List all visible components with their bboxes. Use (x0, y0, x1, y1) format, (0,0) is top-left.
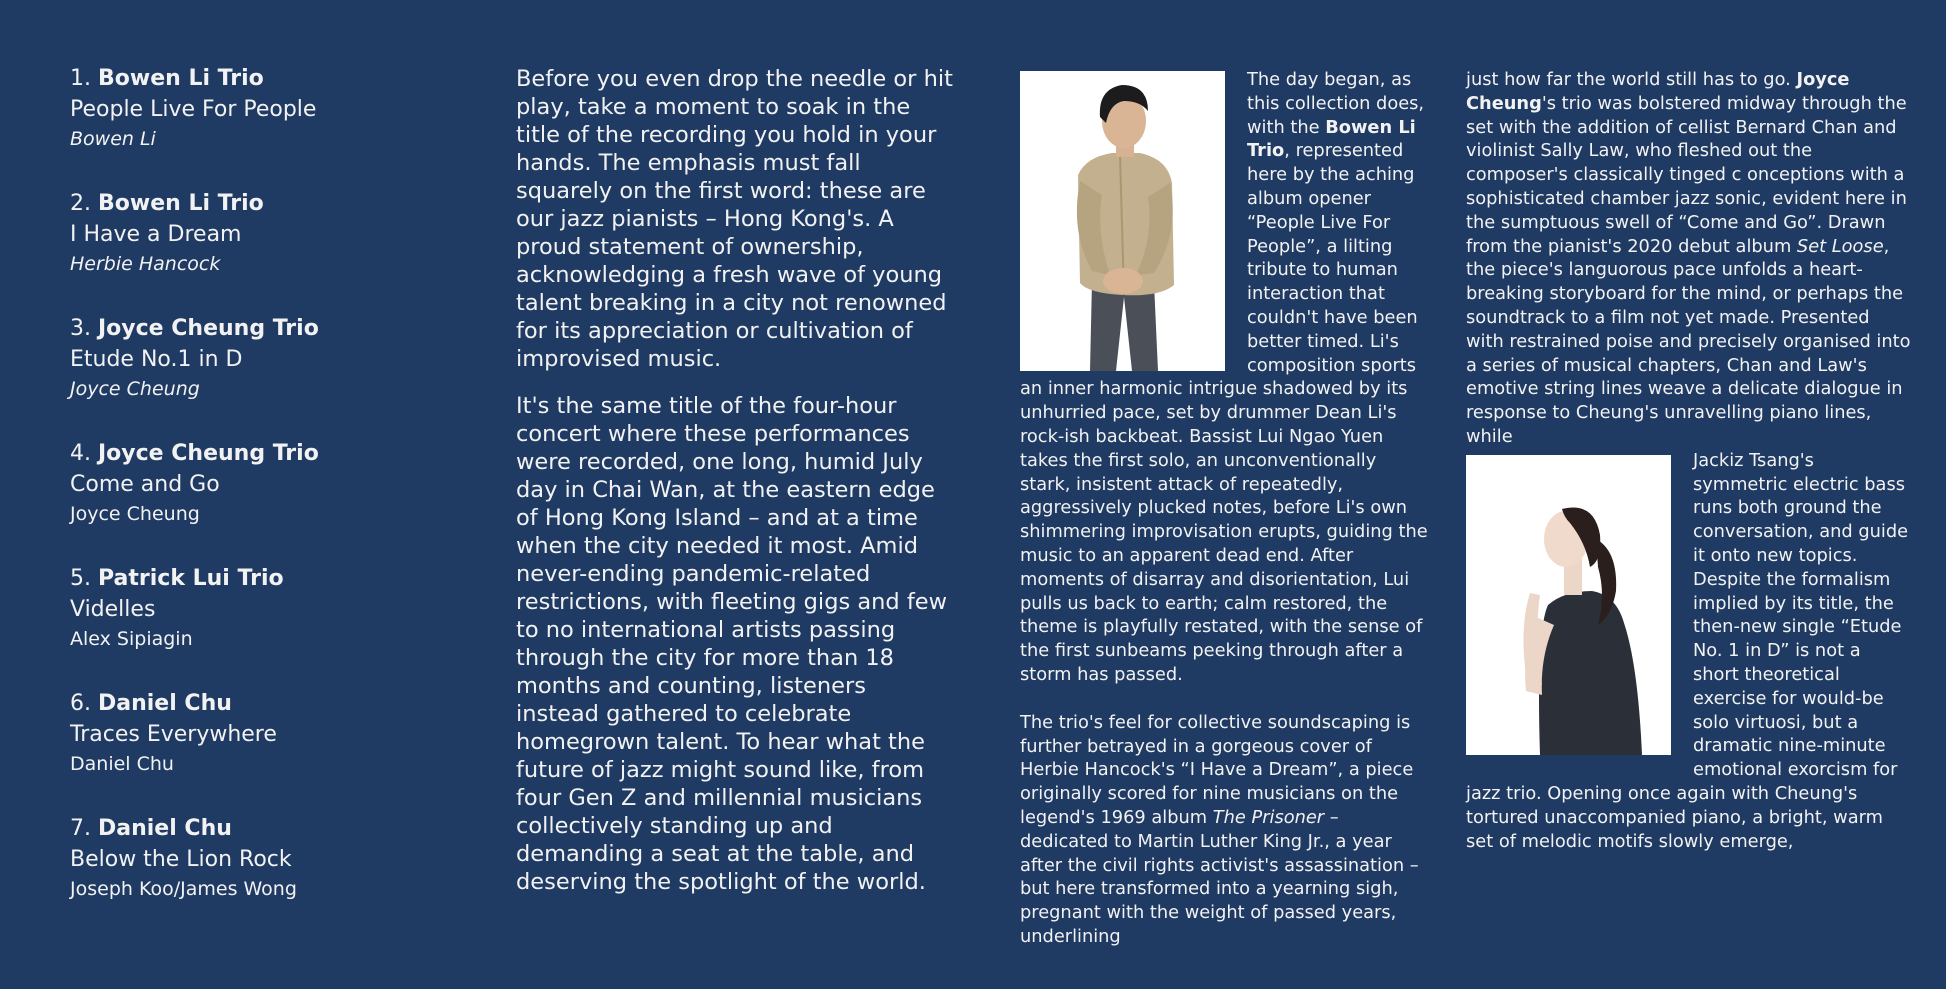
article-paragraph-3: just how far the world still has to go. Joyce Cheung's trio was bolstered midway through the set with the addition of cellist Bernard Chan and violinist Sally Law, who fleshed out the composer's classically tinged c onceptions with a sophisticated chamber jazz sonic, evident here in the sumptuous swell of “Come and Go”. Drawn from the pianist's 2020 debut album Set Loose, the piece's languorous pace unfolds a heart-breaking storyboard for the mind, or perhaps the soundtrack to a film not yet made. Presented with restrained poise and precisely organised into a series of musical chapters, Chan and Law's emotive string lines weave a delicate dialogue in response to Cheung's unravelling piano lines, while (1466, 69, 1911, 447)
track-item (70, 814, 500, 903)
article-column-right (1466, 68, 1911, 853)
pianist-portrait-image (1020, 71, 1225, 371)
track-artist: Daniel Chu (98, 691, 232, 716)
track-number: 1. (70, 66, 91, 91)
intro-paragraph-1: Before you even drop the needle or hit play, take a moment to soak in the title of the recording you hold in your hands. The emphasis must fall squarely on the first word: these are our jazz pianists – Hong Kong's. A proud statement of ownership, acknowledging a fresh wave of young talent breaking in a city not renowned for its appreciation or cultivation of improvised music. (516, 66, 953, 372)
pianist-portrait-image (1466, 455, 1671, 755)
track-artist: Joyce Cheung Trio (98, 441, 319, 466)
intro-text (516, 0, 954, 989)
track-composer: Daniel Chu (70, 753, 174, 775)
track-item (70, 189, 500, 278)
track-title: Etude No.1 in D (70, 347, 243, 372)
track-composer: Herbie Hancock (70, 253, 221, 275)
track-artist: Bowen Li Trio (98, 66, 264, 91)
track-title: Come and Go (70, 472, 220, 497)
track-title: Traces Everywhere (70, 722, 277, 747)
track-number: 3. (70, 316, 91, 341)
intro-paragraph-2: It's the same title of the four-hour concert where these performances were recorded, one long, humid July day in Chai Wan, at the eastern edge of Hong Kong Island – and at a time when the city needed it most. Amid never-ending pandemic-related restrictions, with fleeting gigs and few to no international artists passing through the city for more than 18 months and counting, listeners instead gathered to celebrate homegrown talent. To hear what the future of jazz might sound like, from four Gen Z and millennial musicians collectively standing up and demanding a seat at the table, and deserving the spotlight of the world. (516, 393, 947, 895)
track-composer: Joyce Cheung (70, 378, 200, 400)
bold-artist-name: Joyce Cheung (1466, 69, 1850, 114)
track-item (70, 439, 500, 528)
photo-joyce-cheung (1466, 455, 1671, 755)
track-item (70, 689, 500, 778)
article-paragraph-2: The trio's feel for collective soundscaping is further betrayed in a gorgeous cover of Herbie Hancock's “I Have a Dream”, a piece originally scored for nine musicians on the legend's 1969 album The Prisoner – dedicated to Martin Luther King Jr., a year after the civil rights activist's assassination – but here transformed into a yearning sigh, pregnant with the weight of passed years, underlining (1020, 711, 1419, 947)
track-composer: Joseph Koo/James Wong (70, 878, 297, 900)
track-title: People Live For People (70, 97, 317, 122)
track-artist: Joyce Cheung Trio (98, 316, 319, 341)
track-number: 4. (70, 441, 91, 466)
track-composer: Alex Sipiagin (70, 628, 193, 650)
track-item (70, 64, 500, 153)
track-number: 2. (70, 191, 91, 216)
track-title: I Have a Dream (70, 222, 242, 247)
bold-artist-name: Bowen Li Trio (1247, 116, 1416, 162)
track-item (70, 564, 500, 653)
track-title: Below the Lion Rock (70, 847, 292, 872)
album-title: Set Loose (1796, 235, 1884, 257)
article-paragraph-1: The day began, as this collection does, with the Bowen Li Trio, represented here by the aching album opener “People Live For People”, a lilting tribute to human interaction that couldn't have been better timed. Li's composition sports an inner harmonic intrigue shadowed by its unhurried pace, set by drummer Dean Li's rock-ish backbeat. Bassist Lui Ngao Yuen takes the first solo, an unconventionally stark, insistent attack of repeatedly, aggressively plucked notes, before Li's own shimmering improvisation erupts, guiding the music to an apparent dead end. After moments of disarray and disorientation, Lui pulls us back to earth; calm restored, the theme is playfully restated, with the sense of the first sunbeams peeking through after a storm has passed. (1020, 69, 1428, 685)
track-number: 7. (70, 816, 91, 841)
track-item (70, 314, 500, 403)
album-title: The Prisoner (1212, 806, 1325, 828)
track-artist: Patrick Lui Trio (98, 566, 284, 591)
track-title: Videlles (70, 597, 156, 622)
track-composer: Bowen Li (70, 128, 156, 150)
tracklist (0, 0, 500, 989)
track-artist: Daniel Chu (98, 816, 232, 841)
track-number: 6. (70, 691, 91, 716)
article-column-left (1020, 68, 1430, 949)
track-artist: Bowen Li Trio (98, 191, 264, 216)
article-paragraph-4: Jackiz Tsang's symmetric electric bass runs both ground the conversation, and guide it onto new topics. Despite the formalism implied by its title, the then-new single “Etude No. 1 in D” is not a short theoretical exercise for would-be solo virtuosi, but a dramatic nine-minute emotional exorcism for jazz trio. Opening once again with Cheung's tortured unaccompanied piano, a bright, warm set of melodic motifs slowly emerge, (1466, 449, 1909, 852)
photo-bowen-li (1020, 71, 1225, 371)
liner-notes-article (1020, 0, 1920, 989)
track-number: 5. (70, 566, 91, 591)
track-composer: Joyce Cheung (70, 503, 200, 525)
